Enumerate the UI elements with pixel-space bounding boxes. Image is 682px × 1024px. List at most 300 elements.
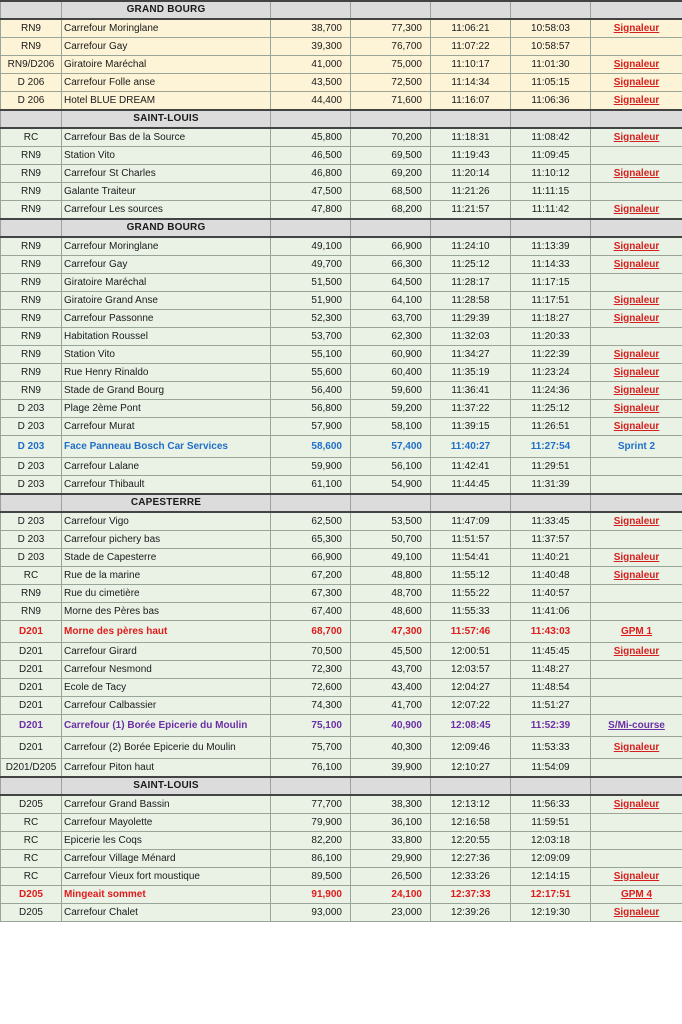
table-row: [1, 292, 682, 310]
km-covered: 46,800: [271, 165, 351, 183]
time-fast: 12:09:09: [511, 850, 591, 868]
section-header: [1, 1, 682, 19]
km-covered: 67,400: [271, 603, 351, 621]
section-blank: [1, 110, 62, 128]
table-row: [1, 274, 682, 292]
place-name: Carrefour Calbassier: [62, 697, 271, 715]
place-name: Face Panneau Bosch Car Services: [62, 436, 271, 458]
marshal-note: [591, 697, 682, 715]
table-row: [1, 382, 682, 400]
marshal-note: [591, 679, 682, 697]
km-remaining: 75,000: [351, 56, 431, 74]
section-blank: [511, 110, 591, 128]
table-row: [1, 74, 682, 92]
time-slow: 11:21:57: [431, 201, 511, 220]
section-blank: [431, 1, 511, 19]
marshal-note: Signaleur: [591, 201, 682, 220]
time-fast: 11:11:15: [511, 183, 591, 201]
time-fast: 11:23:24: [511, 364, 591, 382]
time-fast: 11:37:57: [511, 531, 591, 549]
marshal-note: Signaleur: [591, 92, 682, 111]
time-slow: 11:32:03: [431, 328, 511, 346]
marshal-note: [591, 603, 682, 621]
place-name: Carrefour Girard: [62, 643, 271, 661]
roadbook-body: [1, 1, 682, 922]
place-name: Habitation Roussel: [62, 328, 271, 346]
time-fast: 11:45:45: [511, 643, 591, 661]
km-remaining: 26,500: [351, 868, 431, 886]
place-name: Carrefour Grand Bassin: [62, 795, 271, 814]
table-row: [1, 400, 682, 418]
road-code: RC: [1, 868, 62, 886]
km-remaining: 59,200: [351, 400, 431, 418]
marshal-note: Signaleur: [591, 256, 682, 274]
km-remaining: 76,700: [351, 38, 431, 56]
section-blank: [351, 1, 431, 19]
table-row: [1, 759, 682, 778]
table-row: [1, 549, 682, 567]
marshal-note: Signaleur: [591, 237, 682, 256]
time-slow: 11:55:12: [431, 567, 511, 585]
marshal-note: [591, 850, 682, 868]
road-code: D 203: [1, 549, 62, 567]
section-blank: [591, 777, 682, 795]
km-remaining: 48,700: [351, 585, 431, 603]
time-fast: 11:33:45: [511, 512, 591, 531]
road-code: RN9: [1, 256, 62, 274]
table-row: [1, 661, 682, 679]
table-row: [1, 603, 682, 621]
km-covered: 41,000: [271, 56, 351, 74]
table-row: [1, 19, 682, 38]
place-name: Carrefour Mayolette: [62, 814, 271, 832]
km-covered: 46,500: [271, 147, 351, 165]
time-slow: 11:06:21: [431, 19, 511, 38]
km-covered: 68,700: [271, 621, 351, 643]
km-remaining: 40,300: [351, 737, 431, 759]
marshal-note: [591, 814, 682, 832]
time-fast: 11:24:36: [511, 382, 591, 400]
place-name: Carrefour (2) Borée Epicerie du Moulin: [62, 737, 271, 759]
road-code: D 203: [1, 458, 62, 476]
km-remaining: 50,700: [351, 531, 431, 549]
km-remaining: 54,900: [351, 476, 431, 495]
time-fast: 11:14:33: [511, 256, 591, 274]
marshal-note: [591, 458, 682, 476]
time-fast: 11:17:15: [511, 274, 591, 292]
time-fast: 11:25:12: [511, 400, 591, 418]
time-slow: 11:16:07: [431, 92, 511, 111]
road-code: RN9: [1, 165, 62, 183]
km-covered: 70,500: [271, 643, 351, 661]
km-remaining: 58,100: [351, 418, 431, 436]
section-blank: [271, 494, 351, 512]
time-fast: 11:48:54: [511, 679, 591, 697]
road-code: D 203: [1, 436, 62, 458]
table-row: [1, 418, 682, 436]
km-covered: 43,500: [271, 74, 351, 92]
place-name: Carrefour Nesmond: [62, 661, 271, 679]
section-blank: [1, 219, 62, 237]
road-code: D201: [1, 679, 62, 697]
time-slow: 11:55:22: [431, 585, 511, 603]
time-slow: 12:20:55: [431, 832, 511, 850]
road-code: RN9: [1, 292, 62, 310]
section-title: CAPESTERRE: [62, 494, 271, 512]
time-slow: 12:16:58: [431, 814, 511, 832]
section-blank: [271, 219, 351, 237]
km-covered: 56,800: [271, 400, 351, 418]
road-code: D 203: [1, 476, 62, 495]
section-header: [1, 494, 682, 512]
time-slow: 11:07:22: [431, 38, 511, 56]
marshal-note: Signaleur: [591, 400, 682, 418]
time-slow: 11:47:09: [431, 512, 511, 531]
time-slow: 11:44:45: [431, 476, 511, 495]
place-name: Station Vito: [62, 346, 271, 364]
table-row: [1, 310, 682, 328]
km-covered: 79,900: [271, 814, 351, 832]
table-row: [1, 832, 682, 850]
table-row: [1, 643, 682, 661]
place-name: Rue du cimetière: [62, 585, 271, 603]
time-slow: 11:10:17: [431, 56, 511, 74]
road-code: RN9: [1, 364, 62, 382]
time-fast: 11:09:45: [511, 147, 591, 165]
km-remaining: 47,300: [351, 621, 431, 643]
time-slow: 11:35:19: [431, 364, 511, 382]
time-slow: 11:25:12: [431, 256, 511, 274]
marshal-note: [591, 832, 682, 850]
marshal-note: Signaleur: [591, 643, 682, 661]
table-row: [1, 201, 682, 220]
km-remaining: 62,300: [351, 328, 431, 346]
table-row: [1, 364, 682, 382]
road-code: RN9/D206: [1, 56, 62, 74]
marshal-note: Signaleur: [591, 19, 682, 38]
section-blank: [591, 110, 682, 128]
section-header: [1, 110, 682, 128]
marshal-note: [591, 661, 682, 679]
place-name: Plage 2ème Pont: [62, 400, 271, 418]
place-name: Giratoire Grand Anse: [62, 292, 271, 310]
road-code: D 203: [1, 418, 62, 436]
place-name: Carrefour pichery bas: [62, 531, 271, 549]
road-code: D 206: [1, 92, 62, 111]
time-slow: 11:18:31: [431, 128, 511, 147]
km-covered: 82,200: [271, 832, 351, 850]
km-remaining: 38,300: [351, 795, 431, 814]
time-slow: 12:00:51: [431, 643, 511, 661]
place-name: Carrefour Moringlane: [62, 237, 271, 256]
road-code: RN9: [1, 201, 62, 220]
place-name: Carrefour Murat: [62, 418, 271, 436]
km-covered: 56,400: [271, 382, 351, 400]
road-code: D 203: [1, 400, 62, 418]
km-remaining: 57,400: [351, 436, 431, 458]
time-fast: 11:27:54: [511, 436, 591, 458]
time-slow: 11:36:41: [431, 382, 511, 400]
time-fast: 12:19:30: [511, 904, 591, 922]
time-fast: 10:58:03: [511, 19, 591, 38]
km-covered: 89,500: [271, 868, 351, 886]
road-code: D201: [1, 643, 62, 661]
km-covered: 75,100: [271, 715, 351, 737]
time-fast: 11:18:27: [511, 310, 591, 328]
marshal-note: [591, 183, 682, 201]
section-blank: [511, 1, 591, 19]
time-slow: 11:28:17: [431, 274, 511, 292]
road-code: D 203: [1, 531, 62, 549]
km-covered: 72,300: [271, 661, 351, 679]
table-row: [1, 904, 682, 922]
km-remaining: 48,800: [351, 567, 431, 585]
time-fast: 11:31:39: [511, 476, 591, 495]
road-code: D201: [1, 737, 62, 759]
place-name: Rue Henry Rinaldo: [62, 364, 271, 382]
km-covered: 86,100: [271, 850, 351, 868]
marshal-note: Signaleur: [591, 165, 682, 183]
km-covered: 66,900: [271, 549, 351, 567]
place-name: Hotel BLUE DREAM: [62, 92, 271, 111]
table-row: [1, 850, 682, 868]
time-fast: 11:40:48: [511, 567, 591, 585]
place-name: Carrefour Les sources: [62, 201, 271, 220]
time-fast: 11:43:03: [511, 621, 591, 643]
place-name: Carrefour Lalane: [62, 458, 271, 476]
table-row: [1, 476, 682, 495]
table-row: [1, 531, 682, 549]
place-name: Giratoire Maréchal: [62, 274, 271, 292]
time-slow: 11:42:41: [431, 458, 511, 476]
section-blank: [351, 219, 431, 237]
marshal-note: [591, 328, 682, 346]
km-covered: 58,600: [271, 436, 351, 458]
table-row: [1, 512, 682, 531]
road-code: RN9: [1, 328, 62, 346]
km-covered: 67,200: [271, 567, 351, 585]
road-code: D 206: [1, 74, 62, 92]
km-remaining: 33,800: [351, 832, 431, 850]
table-row: [1, 814, 682, 832]
marshal-note: Signaleur: [591, 512, 682, 531]
time-fast: 11:22:39: [511, 346, 591, 364]
place-name: Giratoire Maréchal: [62, 56, 271, 74]
table-row: [1, 165, 682, 183]
km-remaining: 40,900: [351, 715, 431, 737]
time-fast: 11:13:39: [511, 237, 591, 256]
marshal-note: [591, 759, 682, 778]
marshal-note: Signaleur: [591, 904, 682, 922]
place-name: Stade de Capesterre: [62, 549, 271, 567]
place-name: Carrefour Vieux fort moustique: [62, 868, 271, 886]
place-name: Stade de Grand Bourg: [62, 382, 271, 400]
section-blank: [591, 219, 682, 237]
km-covered: 49,700: [271, 256, 351, 274]
km-covered: 61,100: [271, 476, 351, 495]
time-slow: 11:51:57: [431, 531, 511, 549]
marshal-note: S/Mi-course: [591, 715, 682, 737]
place-name: Epicerie les Coqs: [62, 832, 271, 850]
place-name: Carrefour Bas de la Source: [62, 128, 271, 147]
place-name: Carrefour (1) Borée Epicerie du Moulin: [62, 715, 271, 737]
place-name: Rue de la marine: [62, 567, 271, 585]
time-fast: 12:14:15: [511, 868, 591, 886]
km-remaining: 53,500: [351, 512, 431, 531]
time-fast: 10:58:57: [511, 38, 591, 56]
time-slow: 12:27:36: [431, 850, 511, 868]
km-covered: 67,300: [271, 585, 351, 603]
time-fast: 11:51:27: [511, 697, 591, 715]
km-remaining: 64,100: [351, 292, 431, 310]
table-row: [1, 128, 682, 147]
marshal-note: Signaleur: [591, 795, 682, 814]
section-blank: [431, 219, 511, 237]
marshal-note: Signaleur: [591, 868, 682, 886]
marshal-note: [591, 531, 682, 549]
km-remaining: 66,900: [351, 237, 431, 256]
time-fast: 11:54:09: [511, 759, 591, 778]
km-covered: 72,600: [271, 679, 351, 697]
km-remaining: 60,400: [351, 364, 431, 382]
road-code: D201: [1, 715, 62, 737]
marshal-note: Signaleur: [591, 292, 682, 310]
marshal-note: Sprint 2: [591, 436, 682, 458]
section-blank: [351, 777, 431, 795]
road-code: RC: [1, 814, 62, 832]
table-row: [1, 183, 682, 201]
section-title: GRAND BOURG: [62, 219, 271, 237]
table-row: [1, 621, 682, 643]
km-remaining: 48,600: [351, 603, 431, 621]
table-row: [1, 328, 682, 346]
road-code: RC: [1, 567, 62, 585]
km-covered: 39,300: [271, 38, 351, 56]
km-covered: 38,700: [271, 19, 351, 38]
time-slow: 12:03:57: [431, 661, 511, 679]
time-fast: 11:53:33: [511, 737, 591, 759]
marshal-note: [591, 476, 682, 495]
time-fast: 11:10:12: [511, 165, 591, 183]
km-covered: 75,700: [271, 737, 351, 759]
road-code: RN9: [1, 19, 62, 38]
marshal-note: GPM 4: [591, 886, 682, 904]
time-fast: 12:03:18: [511, 832, 591, 850]
km-covered: 55,600: [271, 364, 351, 382]
time-slow: 11:37:22: [431, 400, 511, 418]
time-fast: 11:11:42: [511, 201, 591, 220]
time-fast: 11:26:51: [511, 418, 591, 436]
marshal-note: Signaleur: [591, 549, 682, 567]
km-covered: 91,900: [271, 886, 351, 904]
marshal-note: [591, 274, 682, 292]
road-code: D205: [1, 795, 62, 814]
table-row: [1, 737, 682, 759]
time-fast: 11:40:57: [511, 585, 591, 603]
table-row: [1, 697, 682, 715]
marshal-note: [591, 147, 682, 165]
marshal-note: Signaleur: [591, 364, 682, 382]
km-remaining: 77,300: [351, 19, 431, 38]
marshal-note: Signaleur: [591, 567, 682, 585]
section-blank: [591, 1, 682, 19]
table-row: [1, 56, 682, 74]
km-covered: 44,400: [271, 92, 351, 111]
road-code: RN9: [1, 382, 62, 400]
marshal-note: Signaleur: [591, 737, 682, 759]
time-slow: 12:39:26: [431, 904, 511, 922]
place-name: Morne des pères haut: [62, 621, 271, 643]
km-remaining: 63,700: [351, 310, 431, 328]
time-slow: 11:14:34: [431, 74, 511, 92]
table-row: [1, 567, 682, 585]
km-remaining: 23,000: [351, 904, 431, 922]
km-covered: 47,800: [271, 201, 351, 220]
table-row: [1, 458, 682, 476]
place-name: Ecole de Tacy: [62, 679, 271, 697]
km-remaining: 69,500: [351, 147, 431, 165]
place-name: Galante Traiteur: [62, 183, 271, 201]
table-row: [1, 715, 682, 737]
time-slow: 12:10:27: [431, 759, 511, 778]
section-blank: [271, 1, 351, 19]
section-blank: [591, 494, 682, 512]
section-blank: [1, 1, 62, 19]
section-blank: [511, 219, 591, 237]
road-code: D205: [1, 904, 62, 922]
section-blank: [271, 110, 351, 128]
table-row: [1, 147, 682, 165]
marshal-note: Signaleur: [591, 56, 682, 74]
time-fast: 12:17:51: [511, 886, 591, 904]
section-blank: [431, 494, 511, 512]
km-covered: 59,900: [271, 458, 351, 476]
marshal-note: Signaleur: [591, 418, 682, 436]
time-slow: 12:07:22: [431, 697, 511, 715]
time-fast: 11:59:51: [511, 814, 591, 832]
time-fast: 11:40:21: [511, 549, 591, 567]
time-slow: 12:37:33: [431, 886, 511, 904]
km-remaining: 43,400: [351, 679, 431, 697]
place-name: Carrefour Thibault: [62, 476, 271, 495]
time-slow: 11:54:41: [431, 549, 511, 567]
marshal-note: GPM 1: [591, 621, 682, 643]
time-fast: 11:01:30: [511, 56, 591, 74]
section-blank: [351, 494, 431, 512]
time-fast: 11:17:51: [511, 292, 591, 310]
km-covered: 51,900: [271, 292, 351, 310]
km-remaining: 71,600: [351, 92, 431, 111]
place-name: Carrefour Folle anse: [62, 74, 271, 92]
place-name: Morne des Pères bas: [62, 603, 271, 621]
road-code: RN9: [1, 274, 62, 292]
km-remaining: 43,700: [351, 661, 431, 679]
road-code: RN9: [1, 237, 62, 256]
table-row: [1, 346, 682, 364]
km-remaining: 59,600: [351, 382, 431, 400]
table-row: [1, 436, 682, 458]
time-slow: 12:04:27: [431, 679, 511, 697]
km-remaining: 68,200: [351, 201, 431, 220]
section-header: [1, 219, 682, 237]
road-code: RN9: [1, 585, 62, 603]
section-blank: [351, 110, 431, 128]
time-slow: 11:39:15: [431, 418, 511, 436]
km-covered: 49,100: [271, 237, 351, 256]
km-covered: 47,500: [271, 183, 351, 201]
km-remaining: 56,100: [351, 458, 431, 476]
road-code: RN9: [1, 310, 62, 328]
